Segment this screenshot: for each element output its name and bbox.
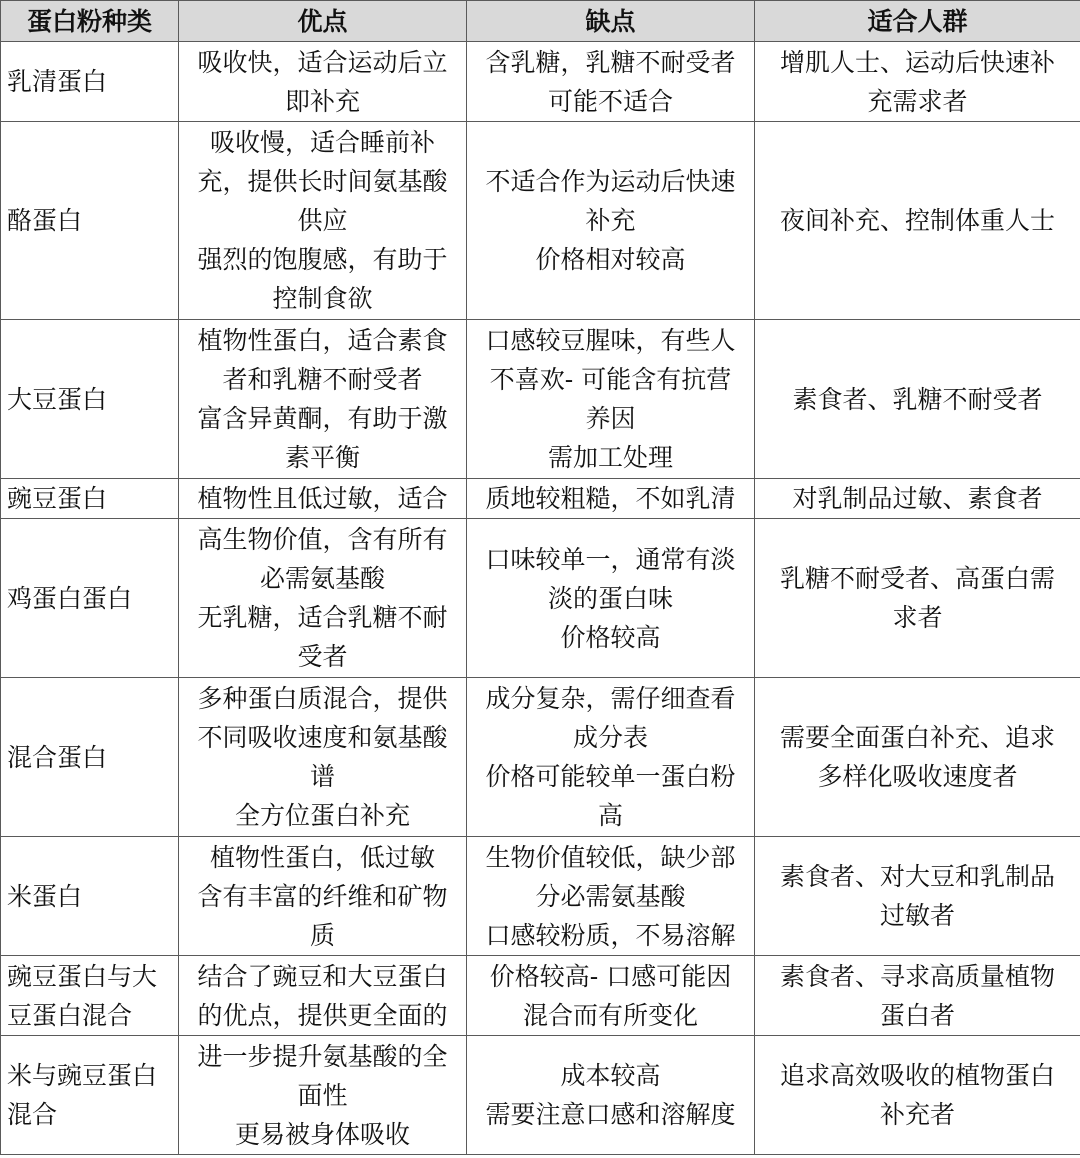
cell-line: 口感较豆腥味，有些人 xyxy=(485,326,736,355)
cell-line: 成分表 xyxy=(572,723,648,752)
cell-pros xyxy=(179,42,467,122)
header-audience: 适合人群 xyxy=(755,1,1080,42)
cell-line: 不同吸收速度和氨基酸 xyxy=(197,723,448,752)
cell-pros xyxy=(179,320,467,479)
cell-line: 对乳制品过敏、素食者 xyxy=(792,484,1043,513)
cell-line: 混合而有所变化 xyxy=(522,1000,698,1030)
cell-line: 米与豌豆蛋白 xyxy=(7,1061,158,1090)
cell-line: 成本较高 xyxy=(560,1061,661,1090)
cell-line: 补充者 xyxy=(879,1100,955,1129)
cell-cons xyxy=(467,122,755,320)
cell-type xyxy=(1,42,179,122)
cell-line: 乳清蛋白 xyxy=(7,67,108,96)
cell-line: 不适合作为运动后快速 xyxy=(485,167,736,196)
cell-type xyxy=(1,1036,179,1155)
cell-line: 可能不适合 xyxy=(547,86,673,116)
cell-audience xyxy=(755,837,1080,956)
cell-line: 酪蛋白 xyxy=(7,206,83,235)
cell-line: 乳糖不耐受者、高蛋白需 xyxy=(779,564,1055,593)
cell-audience xyxy=(755,1036,1080,1155)
cell-line: 必需氨基酸 xyxy=(259,564,385,593)
cell-line: 含有丰富的纤维和矿物 xyxy=(197,881,448,911)
cell-line: 混合 xyxy=(7,1100,58,1129)
cell-line: 夜间补充、控制体重人士 xyxy=(779,206,1055,235)
cell-line: 素平衡 xyxy=(284,443,360,472)
table-body xyxy=(1,42,1080,1155)
cell-audience xyxy=(755,479,1080,519)
cell-line: 豌豆蛋白 xyxy=(7,484,108,513)
cell-cons xyxy=(467,1036,755,1155)
table-row xyxy=(1,1036,1080,1155)
cell-pros xyxy=(179,678,467,837)
cell-line: 充需求者 xyxy=(867,86,968,116)
table-row xyxy=(1,678,1080,837)
cell-line: 吸收慢，适合睡前补 xyxy=(209,128,435,157)
cell-line: 鸡蛋白蛋白 xyxy=(7,583,133,613)
cell-type xyxy=(1,837,179,956)
cell-line: 充，提供长时间氨基酸 xyxy=(197,167,448,196)
cell-cons xyxy=(467,320,755,479)
cell-line: 强烈的饱腹感，有助于 xyxy=(197,245,448,274)
table-row xyxy=(1,42,1080,122)
cell-cons xyxy=(467,42,755,122)
cell-type xyxy=(1,479,179,519)
cell-line: 豌豆蛋白与大 xyxy=(7,961,158,991)
cell-line: 多样化吸收速度者 xyxy=(817,762,1018,791)
cell-line: 植物性蛋白，低过敏 xyxy=(209,842,435,872)
table-header xyxy=(1,1,1080,42)
cell-line: 高 xyxy=(597,801,623,830)
table-row xyxy=(1,479,1080,519)
cell-line: 素食者、乳糖不耐受者 xyxy=(792,384,1043,414)
table-row xyxy=(1,320,1080,479)
table-row xyxy=(1,122,1080,320)
cell-line: 价格较高 xyxy=(560,622,661,652)
cell-line: 的优点，提供更全面的 xyxy=(197,1000,448,1030)
cell-line: 价格相对较高 xyxy=(535,245,686,274)
cell-line: 谱 xyxy=(309,762,335,791)
cell-cons xyxy=(467,519,755,678)
cell-line: 口味较单一，通常有淡 xyxy=(485,544,736,574)
cell-audience xyxy=(755,519,1080,678)
cell-pros xyxy=(179,1036,467,1155)
cell-cons xyxy=(467,678,755,837)
cell-line: 豆蛋白混合 xyxy=(7,1000,133,1030)
cell-cons xyxy=(467,479,755,519)
cell-line: 分必需氨基酸 xyxy=(535,881,686,911)
cell-line: 价格较高- 口感可能因 xyxy=(489,961,732,991)
cell-type xyxy=(1,678,179,837)
cell-line: 供应 xyxy=(297,206,348,235)
cell-line: 高生物价值，含有所有 xyxy=(197,525,448,554)
cell-cons xyxy=(467,837,755,956)
cell-line: 混合蛋白 xyxy=(7,742,108,772)
cell-line: 求者 xyxy=(892,603,943,632)
cell-line: 价格可能较单一蛋白粉 xyxy=(485,762,736,791)
cell-line: 蛋白者 xyxy=(879,1000,955,1030)
table-row xyxy=(1,837,1080,956)
cell-pros xyxy=(179,956,467,1036)
header-pros: 优点 xyxy=(179,1,467,42)
cell-line: 需要注意口感和溶解度 xyxy=(485,1100,736,1129)
cell-line: 过敏者 xyxy=(879,901,955,930)
cell-line: 进一步提升氨基酸的全 xyxy=(197,1041,448,1071)
cell-line: 植物性蛋白，适合素食 xyxy=(197,326,448,355)
cell-line: 大豆蛋白 xyxy=(7,384,108,414)
cell-line: 增肌人士、运动后快速补 xyxy=(779,47,1055,77)
cell-pros xyxy=(179,479,467,519)
cell-type xyxy=(1,122,179,320)
cell-line: 需要全面蛋白补充、追求 xyxy=(779,723,1055,752)
cell-line: 受者 xyxy=(297,642,348,671)
cell-audience xyxy=(755,678,1080,837)
cell-type xyxy=(1,519,179,678)
cell-audience xyxy=(755,42,1080,122)
cell-audience xyxy=(755,320,1080,479)
cell-line: 者和乳糖不耐受者 xyxy=(222,365,423,394)
cell-line: 无乳糖，适合乳糖不耐 xyxy=(197,603,448,632)
cell-audience xyxy=(755,122,1080,320)
cell-line: 含乳糖，乳糖不耐受者 xyxy=(485,47,736,77)
cell-line: 全方位蛋白补充 xyxy=(234,801,410,830)
cell-line: 米蛋白 xyxy=(7,881,83,911)
cell-line: 补充 xyxy=(585,206,636,235)
cell-line: 控制食欲 xyxy=(272,284,373,313)
table-row xyxy=(1,956,1080,1036)
cell-line: 即补充 xyxy=(284,86,360,116)
cell-line: 淡的蛋白味 xyxy=(547,583,673,613)
header-type: 蛋白粉种类 xyxy=(1,1,179,42)
cell-cons xyxy=(467,956,755,1036)
cell-line: 质地较粗糙，不如乳清 xyxy=(485,484,736,513)
cell-line: 富含异黄酮，有助于激 xyxy=(197,404,448,433)
table-row xyxy=(1,519,1080,678)
cell-line: 结合了豌豆和大豆蛋白 xyxy=(197,961,448,991)
cell-line: 素食者、寻求高质量植物 xyxy=(779,961,1055,991)
cell-line: 不喜欢- 可能含有抗营 xyxy=(489,365,732,394)
cell-line: 追求高效吸收的植物蛋白 xyxy=(779,1061,1055,1090)
cell-line: 面性 xyxy=(297,1080,348,1110)
header-cons: 缺点 xyxy=(467,1,755,42)
cell-line: 口感较粉质，不易溶解 xyxy=(485,920,736,950)
cell-line: 成分复杂，需仔细查看 xyxy=(485,684,736,713)
cell-line: 质 xyxy=(309,920,335,950)
cell-type xyxy=(1,320,179,479)
cell-type xyxy=(1,956,179,1036)
cell-pros xyxy=(179,122,467,320)
cell-line: 生物价值较低，缺少部 xyxy=(485,842,736,872)
cell-line: 需加工处理 xyxy=(547,443,673,472)
cell-line: 更易被身体吸收 xyxy=(234,1119,410,1149)
cell-audience xyxy=(755,956,1080,1036)
cell-line: 多种蛋白质混合，提供 xyxy=(197,684,448,713)
cell-line: 植物性且低过敏，适合 xyxy=(197,484,448,513)
cell-pros xyxy=(179,519,467,678)
cell-line: 养因 xyxy=(585,404,636,433)
header-row xyxy=(1,1,1080,42)
cell-pros xyxy=(179,837,467,956)
cell-line: 吸收快，适合运动后立 xyxy=(197,47,448,77)
cell-line: 素食者、对大豆和乳制品 xyxy=(779,862,1055,891)
